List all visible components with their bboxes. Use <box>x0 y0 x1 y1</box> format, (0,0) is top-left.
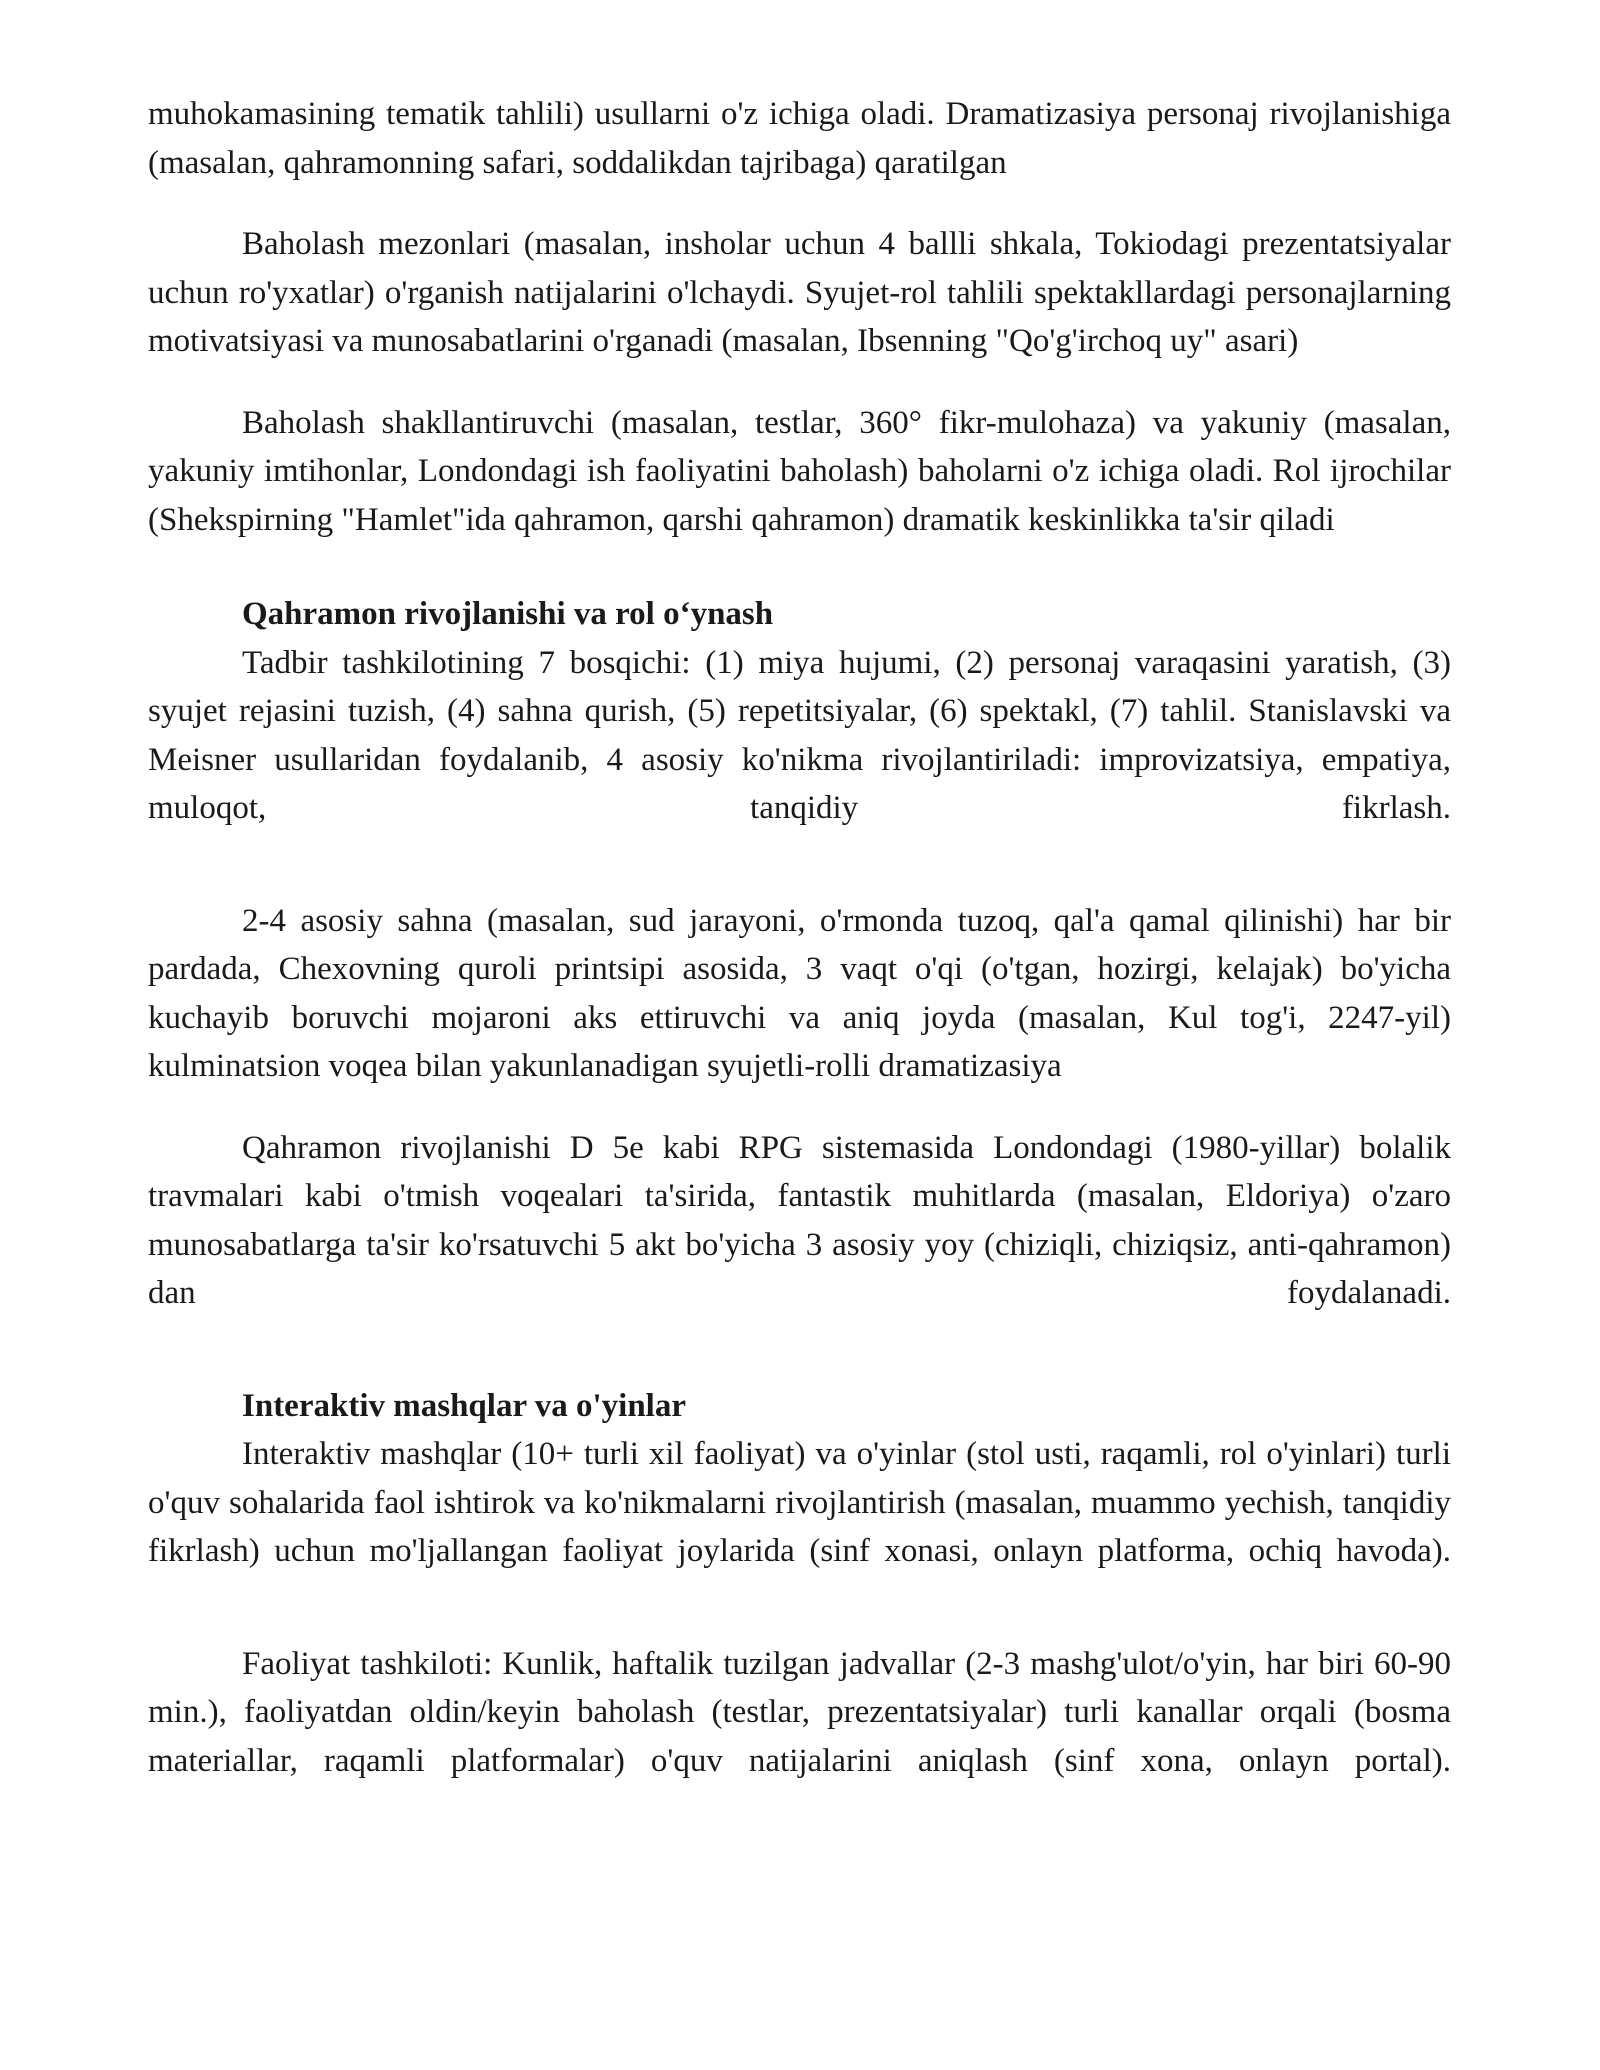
document-page <box>148 90 1451 1785</box>
paragraph-spacer <box>148 833 1451 897</box>
paragraph-assessment-criteria: Baholash mezonlari (masalan, insholar uchun 4 ballli shkala, Tokiodagi prezentatsiyalar uchun ro'yxatlar) o'rganish natijalarini o'lchaydi. Syujet-rol tahlili spektakllardagi personajlarning motivatsiyasi va munosabatlarini o'rganadi (masalan, Ibsenning "Qo'g'irchoq uy" asari) <box>148 226 1451 359</box>
heading-character-development: Qahramon rivojlanishi va rol o‘ynash <box>242 596 774 632</box>
paragraph-spacer <box>148 366 1451 399</box>
paragraph-dramatization-intro: muhokamasining tematik tahlili) usullarni o'z ichiga oladi. Dramatizasiya personaj rivojlanishiga (masalan, qahramonning safari, soddalikdan tajribaga) qaratilgan <box>148 96 1451 181</box>
paragraph-assessment-forms: Baholash shakllantiruvchi (masalan, testlar, 360° fikr-mulohaza) va yakuniy (masalan, yakuniy imtihonlar, Londondagi ish faoliyatini baholash) baholarni o'z ichiga oladi. Rol ijrochilar (Shekspirning "Hamlet"ida qahramon, qarshi qahramon) dramatik keskinlikka ta'sir qiladi <box>148 404 1451 538</box>
paragraph-spacer <box>148 1318 1451 1382</box>
paragraph-spacer <box>148 1091 1451 1124</box>
paragraph-spacer <box>148 1576 1451 1640</box>
paragraph-interactive-exercises: Interaktiv mashqlar (10+ turli xil faoliyat) va o'yinlar (stol usti, raqamli, rol o'yinlari) turli o'quv sohalarida faol ishtirok va ko'nikmalarni rivojlantirish (masalan, muammo yechish, tanqidiy fikrlash) uchun mo'ljallangan faoliyat joylarida (sinf xonasi, onlayn platforma, ochiq havoda). <box>148 1436 1451 1569</box>
paragraph-spacer <box>148 544 1451 590</box>
paragraph-spacer <box>148 187 1451 220</box>
paragraph-event-stages: Tadbir tashkilotining 7 bosqichi: (1) miya hujumi, (2) personaj varaqasini yaratish, (3) syujet rejasini tuzish, (4) sahna qurish, (5) repetitsiyalar, (6) spektakl, (7) tahlil. Stanislavski va Meisner usullaridan foydalanib, 4 asosiy ko'nikma rivojlantiriladi: improvizatsiya, empatiya, muloqot, tanqidiy fikrlash. <box>148 644 1451 826</box>
heading-interactive-exercises: Interaktiv mashqlar va o'yinlar <box>242 1387 687 1424</box>
paragraph-hero-arcs: Qahramon rivojlanishi D 5e kabi RPG sistemasida Londondagi (1980-yillar) bolalik travmalari kabi o'tmish voqealari ta'sirida, fantastik muhitlarda (masalan, Eldoriya) o'zaro munosabatlarga ta'sir ko'rsatuvchi 5 akt bo'yicha 3 asosiy yoy (chiziqli, chiziqsiz, anti-qahramon) dan foydalanadi. <box>148 1129 1451 1311</box>
paragraph-activity-organization: Faoliyat tashkiloti: Kunlik, haftalik tuzilgan jadvallar (2-3 mashg'ulot/o'yin, har biri 60-90 min.), faoliyatdan oldin/keyin baholash (testlar, prezentatsiyalar) turli kanallar orqali (bosma materiallar, raqamli platformalar) o'quv natijalarini aniqlash (sinf xona, onlayn portal). <box>148 1645 1451 1779</box>
paragraph-key-scenes: 2-4 asosiy sahna (masalan, sud jarayoni, o'rmonda tuzoq, qal'a qamal qilinishi) har bir pardada, Chexovning quroli printsipi asosida, 3 vaqt o'qi (o'tgan, hozirgi, kelajak) bo'yicha kuchayib boruvchi mojaroni aks ettiruvchi va aniq joyda (masalan, Kul tog'i, 2247-yil) kulminatsion voqea bilan yakunlanadigan syujetli-rolli dramatizasiya <box>148 902 1451 1084</box>
